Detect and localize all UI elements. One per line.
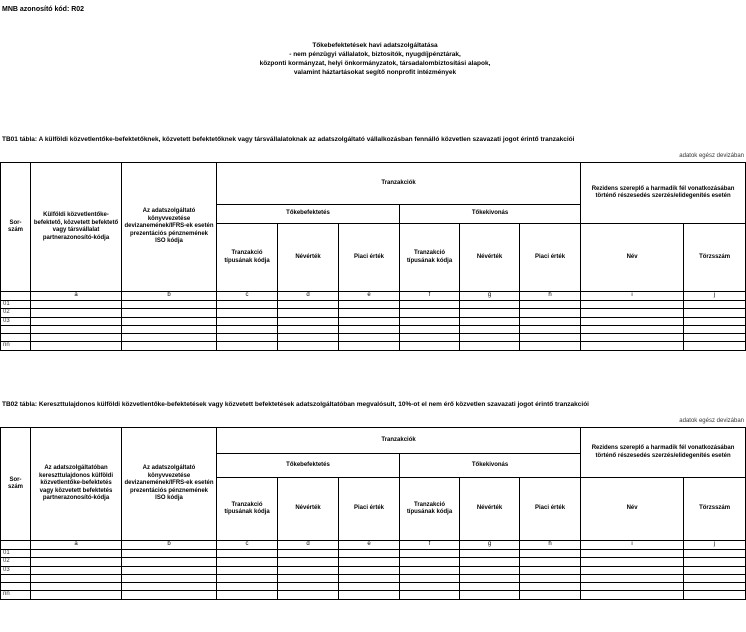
header-iso-code: Az adatszolgáltató könyvvezetése devizanemének/IFRS-ek esetén prezentációs pénznemének ISO kódja [122,163,217,292]
data-cell [339,300,400,309]
header-torzsszam: Törzsszám [684,224,746,292]
letter-cell: i [581,541,684,550]
data-cell [684,583,746,591]
data-cell [217,591,278,600]
header-tranz-kod: Tranzakció típusának kódja [217,478,278,541]
header-torzsszam: Törzsszám [684,478,746,541]
data-cell [339,342,400,351]
data-cell [122,566,217,575]
header-partner-code: Az adatszolgáltatóban kereszttulajdonos külföldi közvetlentőke-befektetés vagy közvetett befektetés partnerazonosító-kódja [31,428,122,541]
letter-cell: h [520,541,581,550]
letter-cell: e [339,541,400,550]
data-cell [684,334,746,342]
data-cell [684,300,746,309]
data-cell [460,300,520,309]
header-nev: Név [581,478,684,541]
data-cell [400,566,460,575]
table-row [1,317,746,326]
letter-cell: g [460,292,520,301]
data-cell [460,342,520,351]
data-cell [581,326,684,334]
data-cell [581,300,684,309]
row-number: 01 [1,300,31,309]
data-cell [31,591,122,600]
letter-cell: h [520,292,581,301]
header-nevertek: Névérték [460,478,520,541]
data-cell [520,566,581,575]
data-cell [217,300,278,309]
letter-cell: f [400,292,460,301]
data-cell [581,342,684,351]
data-cell [684,549,746,558]
data-cell [520,575,581,583]
data-cell [122,558,217,567]
data-cell [217,549,278,558]
table-row [1,566,746,575]
data-cell [217,558,278,567]
data-cell [520,317,581,326]
data-cell [581,583,684,591]
data-cell [122,326,217,334]
data-cell [122,549,217,558]
header-piaci-ertek: Piaci érték [339,224,400,292]
data-cell [122,591,217,600]
data-cell [339,326,400,334]
data-cell [581,317,684,326]
data-cell [460,317,520,326]
data-cell [278,309,339,318]
data-cell [31,558,122,567]
data-cell [400,591,460,600]
data-cell [122,583,217,591]
header-sorszam: Sor- szám [1,428,31,541]
data-cell [520,558,581,567]
data-cell [339,317,400,326]
data-cell [278,326,339,334]
data-cell [581,575,684,583]
data-cell [122,317,217,326]
data-cell [400,583,460,591]
data-cell [339,558,400,567]
letter-cell: g [460,541,520,550]
data-cell [520,309,581,318]
row-number: 02 [1,309,31,318]
header-tokebefektetes: Tőkebefektetés [217,205,400,224]
data-cell [400,549,460,558]
letter-cell: a [31,541,122,550]
header-nevertek: Névérték [278,478,339,541]
letter-cell: b [122,292,217,301]
letter-cell: b [122,541,217,550]
table-tb01 [0,162,746,351]
data-cell [278,342,339,351]
data-cell [581,549,684,558]
data-cell [278,334,339,342]
data-cell [339,575,400,583]
data-cell [684,342,746,351]
data-cell [217,342,278,351]
data-cell [400,342,460,351]
letter-cell [1,541,31,550]
data-cell [339,591,400,600]
data-cell [684,326,746,334]
header-tokebefektetes: Tőkebefektetés [217,454,400,478]
letter-cell: d [278,541,339,550]
data-cell [217,309,278,318]
header-tranz-kod: Tranzakció típusának kódja [400,224,460,292]
table-row [1,558,746,567]
row-number [1,575,31,583]
row-number: 02 [1,558,31,567]
data-cell [581,309,684,318]
data-cell [581,334,684,342]
data-cell [581,558,684,567]
header-rezidens: Rezidens szereplő a harmadik fél vonatkozásában történő részesedés szerzés/elidegenítés esetén [581,428,746,478]
letter-cell: f [400,541,460,550]
data-cell [684,317,746,326]
form-code: MNB azonosító kód: R02 [2,6,85,13]
header-sorszam: Sor- szám [1,163,31,292]
data-cell [684,591,746,600]
data-cell [520,326,581,334]
data-cell [460,558,520,567]
data-cell [339,549,400,558]
data-cell [520,334,581,342]
data-cell [520,591,581,600]
data-cell [278,317,339,326]
data-cell [400,300,460,309]
row-number: 03 [1,317,31,326]
data-cell [400,575,460,583]
letter-cell: i [581,292,684,301]
letter-cell [1,292,31,301]
header-tranzakciok: Tranzakciók [217,428,581,454]
table-row [1,334,746,342]
letter-cell: d [278,292,339,301]
data-cell [400,309,460,318]
data-cell [122,575,217,583]
table-row [1,549,746,558]
data-cell [684,575,746,583]
data-cell [339,334,400,342]
header-piaci-ertek: Piaci érték [339,478,400,541]
data-cell [278,591,339,600]
letter-cell: e [339,292,400,301]
header-partner-code: Külföldi közvetlentőke-befektető, közvetett befektető vagy társvállalat partnerazonosító-kódja [31,163,122,292]
table-tb02 [0,427,746,600]
header-tranz-kod: Tranzakció típusának kódja [217,224,278,292]
data-cell [31,566,122,575]
data-cell [31,342,122,351]
data-cell [339,309,400,318]
header-rezidens: Rezidens szereplő a harmadik fél vonatkozásában történő részesedés szerzés/elidegenítés esetén [581,163,746,224]
data-cell [122,342,217,351]
data-cell [400,326,460,334]
header-iso-code: Az adatszolgáltató könyvvezetése devizanemének/IFRS-ek esetén prezentációs pénznemének ISO kódja [122,428,217,541]
data-cell [31,549,122,558]
data-cell [278,558,339,567]
table-body-tb02 [1,549,746,599]
row-number [1,583,31,591]
unit-note-tb01: adatok egész devizában [679,153,744,159]
row-number: 01 [1,549,31,558]
letter-cell: c [217,292,278,301]
row-number [1,334,31,342]
table-row [1,309,746,318]
data-cell [460,326,520,334]
data-cell [278,575,339,583]
row-number: nn [1,342,31,351]
header-tokekivonas: Tőkekivonás [400,454,581,478]
data-cell [122,309,217,318]
header-nevertek: Névérték [460,224,520,292]
data-cell [217,575,278,583]
header-nevertek: Névérték [278,224,339,292]
data-cell [684,566,746,575]
row-number [1,326,31,334]
data-cell [520,342,581,351]
data-cell [339,583,400,591]
report-title: Tőkebefektetések havi adatszolgáltatása - nem pénzügyi vállalatok, biztosítók, nyugdíjpénztárak, központi kormányzat, helyi önkormányzatok, társadalombiztosítási alapok, valamint háztartásokat segítő nonprofit intézmények [259,42,491,76]
header-tranz-kod: Tranzakció típusának kódja [400,478,460,541]
data-cell [460,591,520,600]
data-cell [217,326,278,334]
header-piaci-ertek: Piaci érték [520,224,581,292]
data-cell [31,300,122,309]
data-cell [278,549,339,558]
data-cell [684,558,746,567]
data-cell [581,566,684,575]
header-tokekivonas: Tőkekivonás [400,205,581,224]
row-number: 03 [1,566,31,575]
table-row [1,583,746,591]
data-cell [122,300,217,309]
data-cell [400,317,460,326]
data-cell [122,334,217,342]
letter-cell: j [684,541,746,550]
table-body-tb01 [1,300,746,350]
data-cell [400,558,460,567]
unit-note-tb02: adatok egész devizában [679,418,744,424]
data-cell [278,583,339,591]
data-cell [684,309,746,318]
letter-cell: c [217,541,278,550]
data-cell [400,334,460,342]
data-cell [217,583,278,591]
table-row [1,342,746,351]
data-cell [460,309,520,318]
data-cell [520,300,581,309]
letter-cell: j [684,292,746,301]
table-caption-tb02: TB02 tábla: Kereszttulajdonos külföldi közvetlentőke-befektetések vagy közvetett befektetések adatszolgáltatóban megvalósult, 10%-ot el nem érő közvetlen szavazati jogot érintő tranzakciói [2,401,589,408]
data-cell [217,334,278,342]
row-number: nn [1,591,31,600]
table-caption-tb01: TB01 tábla: A külföldi közvetlentőke-befektetőknek, közvetett befektetőknek vagy társvállalatoknak az adatszolgáltató vállalkozásban fennálló közvetlen szavazati jogot érintő tranzakciói [2,136,575,143]
data-cell [520,549,581,558]
table-row [1,591,746,600]
data-cell [31,334,122,342]
data-cell [278,566,339,575]
header-piaci-ertek: Piaci érték [520,478,581,541]
data-cell [460,575,520,583]
data-cell [217,317,278,326]
table-row [1,575,746,583]
table-row [1,326,746,334]
data-cell [460,549,520,558]
data-cell [520,583,581,591]
data-cell [581,591,684,600]
data-cell [31,317,122,326]
data-cell [31,575,122,583]
data-cell [460,583,520,591]
data-cell [31,583,122,591]
header-nev: Név [581,224,684,292]
data-cell [278,300,339,309]
data-cell [339,566,400,575]
letter-cell: a [31,292,122,301]
table-row [1,300,746,309]
data-cell [460,566,520,575]
data-cell [460,334,520,342]
data-cell [217,566,278,575]
header-tranzakciok: Tranzakciók [217,163,581,205]
data-cell [31,326,122,334]
data-cell [31,309,122,318]
